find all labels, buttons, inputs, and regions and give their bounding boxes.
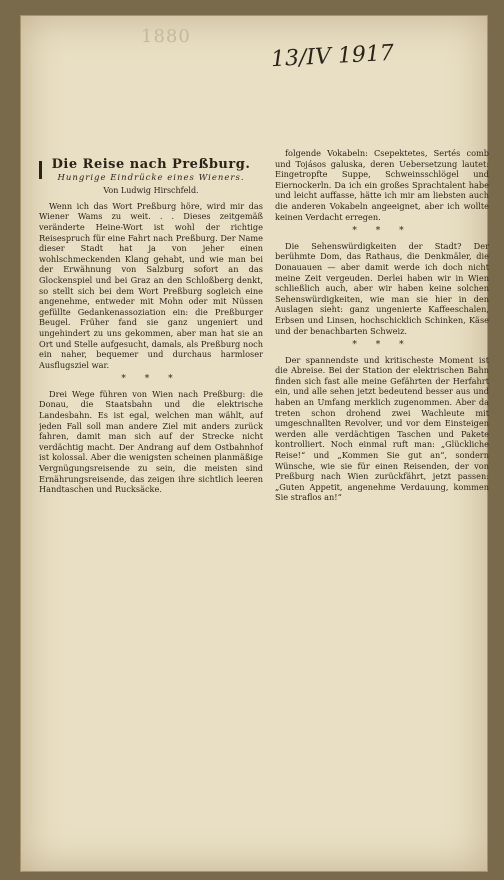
paragraph: Drei Wege führen von Wien nach Preßburg: die Donau, die Staatsbahn und die elektrische Landesbahn. Es ist egal, welchen man wählt, auf jeden Fall soll man andere Ziel mit anders zurück fahren, damit man sich auf der Strecke nicht verdächtig macht. Der Andrang auf dem Ostbahnhof ist kolossal. Aber die wenigsten scheinen planmäßige Vergnügungsreisende zu sein, die meisten sind Ernährungsreisende, das zeigen ihre sichtlich leeren Handtaschen und Rucksäcke. xyxy=(39,388,263,495)
paragraph: Wenn ich das Wort Preßburg höre, wird mir das Wiener Wams zu weit. . . Dieses zeitgemäß veränderte Heine-Wort ist wohl der richtige Reisespruch für eine Fahrt nach Preßburg. Der Name dieser Stadt hat ja von jeher einen wohlschmeckenden Klang gehabt, und wie man bei der Erwähnung von Salzburg sofort an das Glockenspiel und bei Graz an den Schloßberg denkt, so stellt sich bei dem Wort Preßburg sogleich eine angenehme, entweder mit Mohn oder mit Nüssen gefüllte Gedankenassoziation ein: die Preßburger Beugel. Früher fand sie ganz ungeniert und ungehindert zu uns gekommen, aber man hat sie an Ort und Stelle aufgesucht, damals, als Preßburg noch ein naher, bequemer und durchaus harmloser Ausflugsziel war. xyxy=(39,200,263,370)
handwritten-date: 13/IV 1917 xyxy=(270,40,395,73)
archive-stamp: 1880 xyxy=(141,26,191,47)
right-column xyxy=(275,148,489,861)
newspaper-clipping xyxy=(20,15,488,872)
section-separator: * * * xyxy=(121,374,181,385)
paragraph: folgende Vokabeln: Csepektetes, Sertés comb und Tojásos galuska, deren Uebersetzung lautet: Eingetropfte Suppe, Schweinsschlögel und Eiernockerln. Da ich ein großes Sprachtalent habe und leicht auffasse, hätte ich mir am liebsten auch die anderen Vokabeln angeeignet, aber ich wollte keinen Verdacht erregen. xyxy=(275,148,489,222)
article-author: Von Ludwig Hirschfeld. xyxy=(103,186,199,196)
paragraph: Der spannendste und kritischeste Moment ist die Abreise. Bei der Station der elektrischen Bahn finden sich fast alle meine Gefährten der Herfahrt ein, und alle sehen jetzt bedeutend besser aus und haben an Umfang merklich zugenommen. Aber da treten schon drohend zwei Wachleute mit umgeschnallten Revolver, und vor dem Einsteigen werden alle verdächtigen Taschen und Pakete kontrolliert. Noch einmal ruft man: „Glückliche Reise!“ und „Kommen Sie gut an“, sondern Wünsche, wie sie für einen Reisenden, der von Preßburg nach Wien zurückfährt, jetzt passen: „Guten Appetit, angenehme Verdauung, kommen Sie straflos an!“ xyxy=(275,354,489,503)
article-title: Die Reise nach Preßburg. xyxy=(51,157,251,172)
article-subtitle: Hungrige Eindrücke eines Wieners. xyxy=(57,172,245,183)
section-separator: * * * xyxy=(352,226,412,237)
left-column xyxy=(39,156,263,861)
section-separator: * * * xyxy=(352,340,412,351)
paragraph: Die Sehenswürdigkeiten der Stadt? Der berühmte Dom, das Rathaus, die Denkmäler, die Donauauen — aber damit werde ich doch nicht meine Zeit vergeuden. Derlei haben wir in Wien schließlich auch, aber wir haben keine solchen Sehenswürdigkeiten, wie man sie hier in den Auslagen sieht: ganz ungenierte Kaffeeschalen, Erbsen und Linsen, hochschicklich Schinken, Käse und der benachbarten Schweiz. xyxy=(275,240,489,336)
